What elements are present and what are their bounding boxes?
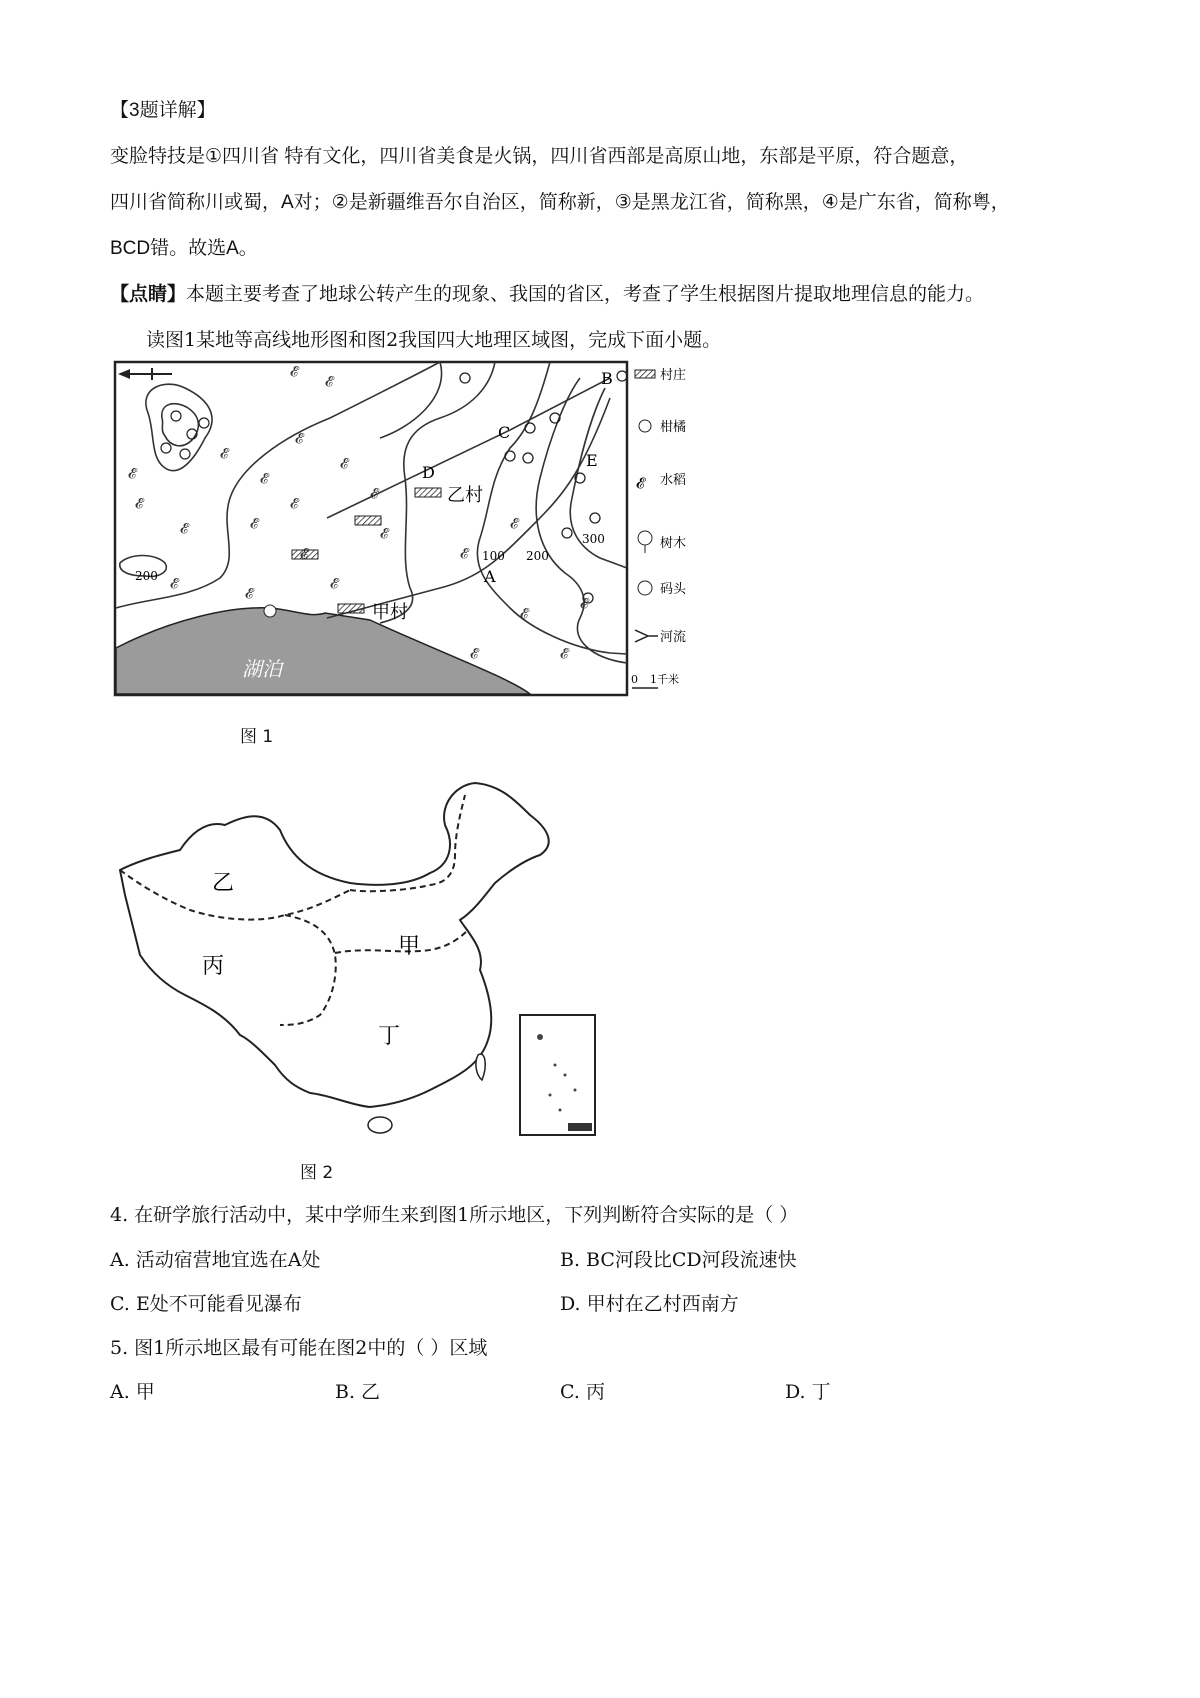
hainan-island bbox=[368, 1117, 392, 1133]
explanation-heading: 【3题详解】 bbox=[110, 100, 216, 121]
figure1-caption: 图 1 bbox=[240, 727, 274, 747]
village-icon bbox=[292, 550, 318, 559]
contour-label: 100 bbox=[482, 549, 505, 563]
dock-icon bbox=[638, 581, 652, 595]
svg-text:𝓔: 𝓔 bbox=[325, 374, 334, 390]
south-china-sea-inset bbox=[520, 1015, 595, 1135]
village-icon bbox=[415, 488, 441, 497]
explanation-line-2: 四川省简称川或蜀，A对；②是新疆维吾尔自治区，简称新，③是黑龙江省，简称黑，④是广东省，简称粤， bbox=[110, 192, 1010, 213]
q4-option-d[interactable]: D. 甲村在乙村西南方 bbox=[560, 1293, 739, 1315]
q5-option-c[interactable]: C. 丙 bbox=[560, 1381, 605, 1403]
village-icon bbox=[355, 516, 381, 525]
region-label-yi: 乙 bbox=[212, 871, 235, 896]
question-intro: 读图1某地等高线地形图和图2我国四大地理区域图，完成下面小题。 bbox=[146, 329, 722, 351]
orange-tree-icon bbox=[639, 420, 651, 432]
region-label-jia: 甲 bbox=[398, 934, 421, 959]
figure2-caption: 图 2 bbox=[300, 1163, 334, 1183]
svg-text:𝓔: 𝓔 bbox=[250, 516, 259, 532]
point-a: A bbox=[484, 567, 496, 586]
svg-text:𝓔: 𝓔 bbox=[295, 431, 304, 447]
pointer-note bbox=[110, 279, 984, 306]
svg-text:𝓔: 𝓔 bbox=[128, 466, 137, 482]
svg-text:𝓔: 𝓔 bbox=[180, 521, 189, 537]
q5-option-a[interactable]: A. 甲 bbox=[110, 1381, 155, 1403]
legend-label: 树木 bbox=[660, 536, 687, 551]
rice-icon: 𝓔 bbox=[636, 474, 645, 492]
contour-label: 300 bbox=[582, 532, 605, 546]
river-icon bbox=[635, 630, 658, 642]
pointer-label: 【点睛】 bbox=[110, 284, 187, 305]
svg-text:𝓔: 𝓔 bbox=[560, 646, 569, 662]
svg-text:𝓔: 𝓔 bbox=[460, 546, 469, 562]
legend-label: 柑橘 bbox=[660, 420, 687, 435]
explanation-line-3: BCD错。故选A。 bbox=[110, 238, 258, 259]
svg-text:𝓔: 𝓔 bbox=[260, 471, 269, 487]
svg-text:𝓔: 𝓔 bbox=[290, 496, 299, 512]
lake-label: 湖泊 bbox=[242, 657, 282, 681]
scale-unit: 1千米 bbox=[650, 673, 679, 686]
inset-scale bbox=[568, 1123, 592, 1131]
legend-label: 码头 bbox=[660, 582, 687, 597]
contour-map-figure bbox=[110, 358, 710, 703]
point-d: D bbox=[422, 463, 435, 482]
svg-text:𝓔: 𝓔 bbox=[380, 526, 389, 542]
contour-label: 200 bbox=[135, 569, 158, 583]
scale-zero: 0 bbox=[631, 673, 638, 686]
point-e: E bbox=[586, 451, 598, 470]
svg-text:𝓔: 𝓔 bbox=[245, 586, 254, 602]
tree-icon bbox=[638, 531, 652, 545]
q5-stem: 5. 图1所示地区最有可能在图2中的（ ）区域 bbox=[110, 1337, 488, 1359]
china-regions-figure bbox=[110, 775, 620, 1160]
taiwan-island bbox=[476, 1054, 485, 1080]
point-c: C bbox=[498, 423, 511, 442]
region-label-ding: 丁 bbox=[378, 1024, 401, 1049]
village-label-jia: 甲村 bbox=[372, 602, 408, 623]
village-label-yi: 乙村 bbox=[447, 485, 483, 506]
svg-text:𝓔: 𝓔 bbox=[330, 576, 339, 592]
point-b: B bbox=[601, 369, 613, 388]
svg-text:𝓔: 𝓔 bbox=[520, 606, 529, 622]
svg-text:𝓔: 𝓔 bbox=[135, 496, 144, 512]
dock-icon bbox=[264, 605, 276, 617]
q4-option-b[interactable]: B. BC河段比CD河段流速快 bbox=[560, 1249, 797, 1271]
svg-text:𝓔: 𝓔 bbox=[470, 646, 479, 662]
q4-stem: 4. 在研学旅行活动中，某中学师生来到图1所示地区，下列判断符合实际的是（ ） bbox=[110, 1204, 799, 1226]
q5-option-d[interactable]: D. 丁 bbox=[785, 1381, 831, 1403]
legend-label: 水稻 bbox=[660, 473, 687, 488]
explanation-line-1: 变脸特技是①四川省 特有文化，四川省美食是火锅，四川省西部是高原山地，东部是平原，符合题意， bbox=[110, 146, 969, 167]
pointer-text: 本题主要考查了地球公转产生的现象、我国的省区，考查了学生根据图片提取地理信息的能力。 bbox=[186, 284, 985, 305]
svg-text:𝓔: 𝓔 bbox=[580, 596, 589, 612]
q5-option-b[interactable]: B. 乙 bbox=[335, 1381, 381, 1403]
svg-text:𝓔: 𝓔 bbox=[290, 364, 299, 380]
map-legend bbox=[631, 367, 687, 688]
region-label-bing: 丙 bbox=[202, 954, 225, 979]
contour-label: 200 bbox=[526, 549, 549, 563]
legend-label: 村庄 bbox=[660, 368, 687, 383]
q4-option-a[interactable]: A. 活动宿营地宜选在A处 bbox=[110, 1249, 321, 1271]
svg-text:𝓔: 𝓔 bbox=[170, 576, 179, 592]
svg-text:𝓔: 𝓔 bbox=[510, 516, 519, 532]
svg-text:𝓔: 𝓔 bbox=[340, 456, 349, 472]
q4-option-c[interactable]: C. E处不可能看见瀑布 bbox=[110, 1293, 302, 1315]
svg-text:𝓔: 𝓔 bbox=[370, 486, 379, 502]
svg-text:𝓔: 𝓔 bbox=[220, 446, 229, 462]
village-icon bbox=[635, 370, 655, 378]
village-icon bbox=[338, 604, 364, 613]
legend-label: 河流 bbox=[660, 630, 687, 645]
